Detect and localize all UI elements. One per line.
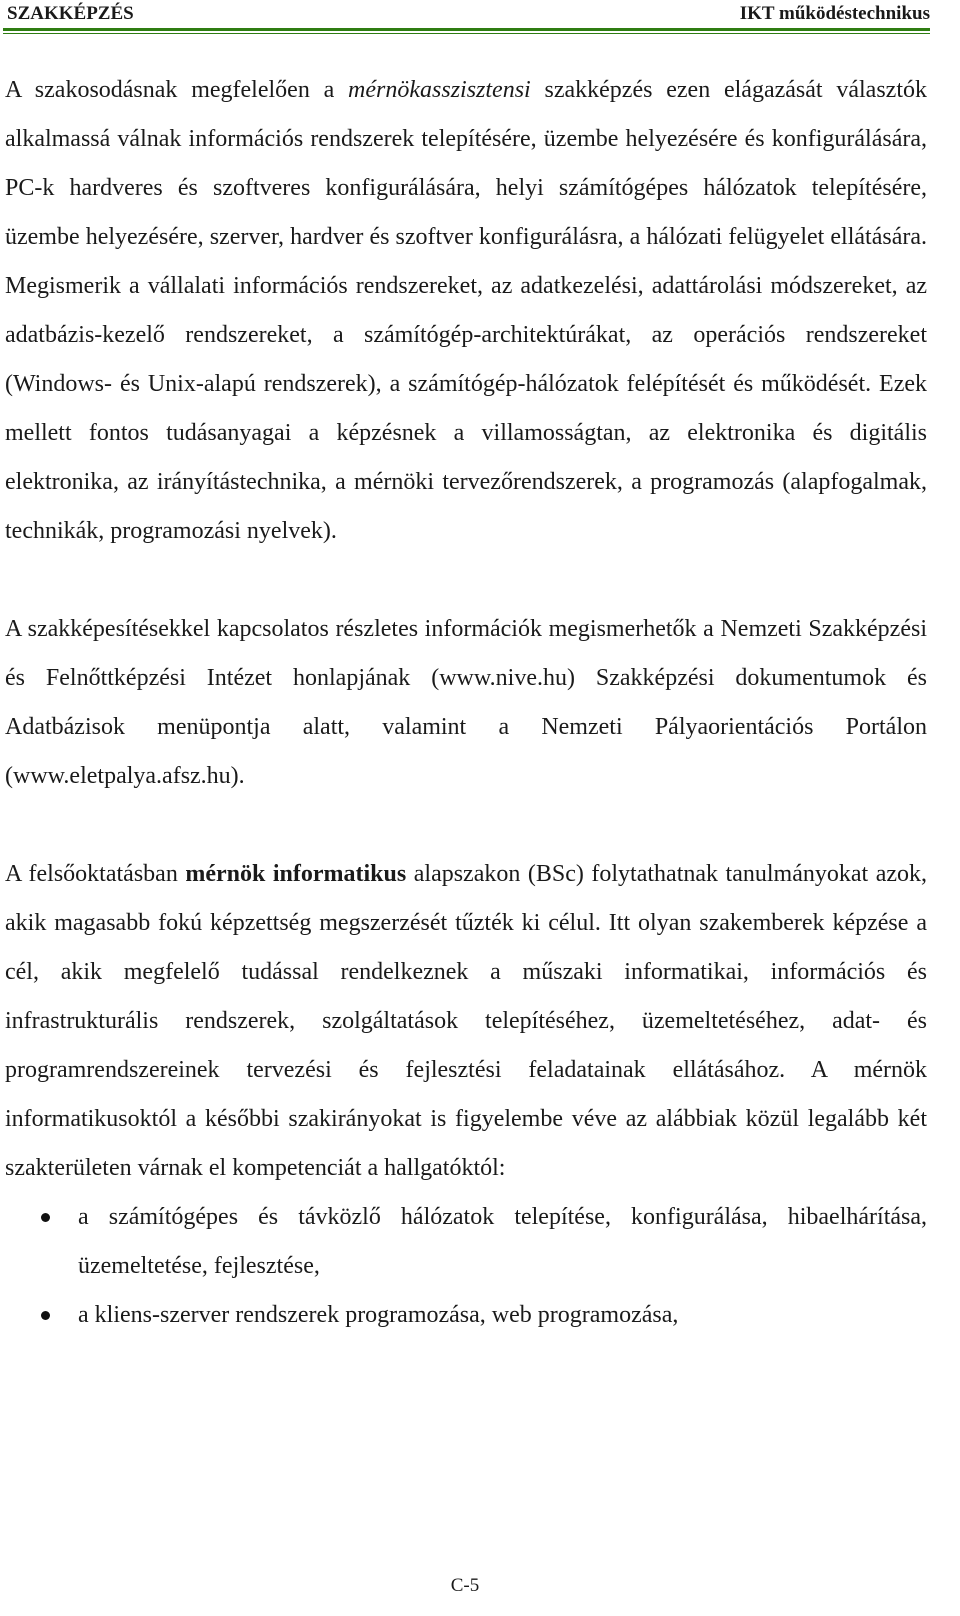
paragraph-1-italic-term: mérnökasszisztensi bbox=[348, 77, 531, 103]
paragraph-3-text-b: alapszakon (BSc) folytathatnak tanulmányokat azok, akik magasabb fokú képzettség megszerzését tűzték ki célul. Itt olyan szakemberek képzése a cél, akik megfelelő tudással rendelkeznek a műszaki informatikai, információs és infrastrukturális rendszerek, szolgáltatások telepítéséhez, üzemeltetéséhez, adat- és programrendszereinek tervezési és fejlesztési feladatainak ellátásához. A mérnök informatikusoktól a későbbi szakirányokat is figyelembe véve az alábbiak közül legalább két szakterületen várnak el kompetenciát a hallgatóktól: bbox=[5, 861, 927, 1181]
paragraph-szakkepesitesek-info: A szakképesítésekkel kapcsolatos részletes információk megismerhetők a Nemzeti Szakképzési és Felnőttképzési Intézet honlapjának (www.nive.hu) Szakképzési dokumentumok és Adatbázisok menüpontja alatt, valamint a Nemzeti Pályaorientációs Portálon (www.eletpalya.afsz.hu). bbox=[5, 616, 927, 789]
paragraph-1-text-a: A szakosodásnak megfelelően a bbox=[5, 77, 349, 103]
paragraph-3-text-a: A felsőoktatásban bbox=[5, 861, 186, 887]
body-text bbox=[5, 66, 927, 1340]
header-document-title: IKT működéstechnikus bbox=[739, 3, 930, 24]
bullet-dot-icon bbox=[41, 1213, 50, 1222]
paragraph-3-bold-term: mérnök informatikus bbox=[185, 861, 407, 887]
paragraph-mernokasszisztens bbox=[5, 66, 927, 556]
bullet-dot-icon bbox=[41, 1311, 50, 1320]
bullet-item bbox=[5, 1291, 927, 1340]
running-header bbox=[3, 2, 930, 31]
page-number: C-5 bbox=[450, 1575, 480, 1596]
bullet-item bbox=[5, 1193, 927, 1291]
bullet-item-text: a kliens-szerver rendszerek programozása, web programozása, bbox=[78, 1302, 679, 1328]
header-section-title: SZAKKÉPZÉS bbox=[7, 3, 134, 24]
paragraph-1-text-b: szakképzés ezen elágazását választók alkalmassá válnak információs rendszerek telepítésére, üzembe helyezésére és konfigurálására, PC-k hardveres és szoftveres konfigurálására, helyi számítógépes hálózatok telepítésére, üzembe helyezésére, szerver, hardver és szoftver konfigurálásra, a hálózati felügyelet ellátására. Megismerik a vállalati információs rendszereket, az adatkezelési, adattárolási módszereket, az adatbázis-kezelő rendszereket, a számítógép-architektúrákat, az operációs rendszereket (Windows- és Unix-alapú rendszerek), a számítógép-hálózatok felépítését és működését. Ezek mellett fontos tudásanyagai a képzésnek a villamosságtan, az elektronika és digitális elektronika, az irányítástechnika, a mérnöki tervezőrendszerek, a programozás (alapfogalmak, technikák, programozási nyelvek). bbox=[5, 77, 927, 544]
header-divider bbox=[3, 33, 930, 34]
bullet-item-text: a számítógépes és távközlő hálózatok telepítése, konfigurálása, hibaelhárítása, üzemeltetése, fejlesztése, bbox=[78, 1204, 927, 1279]
competence-bullet-list bbox=[5, 1193, 927, 1340]
paragraph-felsooktatas bbox=[5, 850, 927, 1193]
